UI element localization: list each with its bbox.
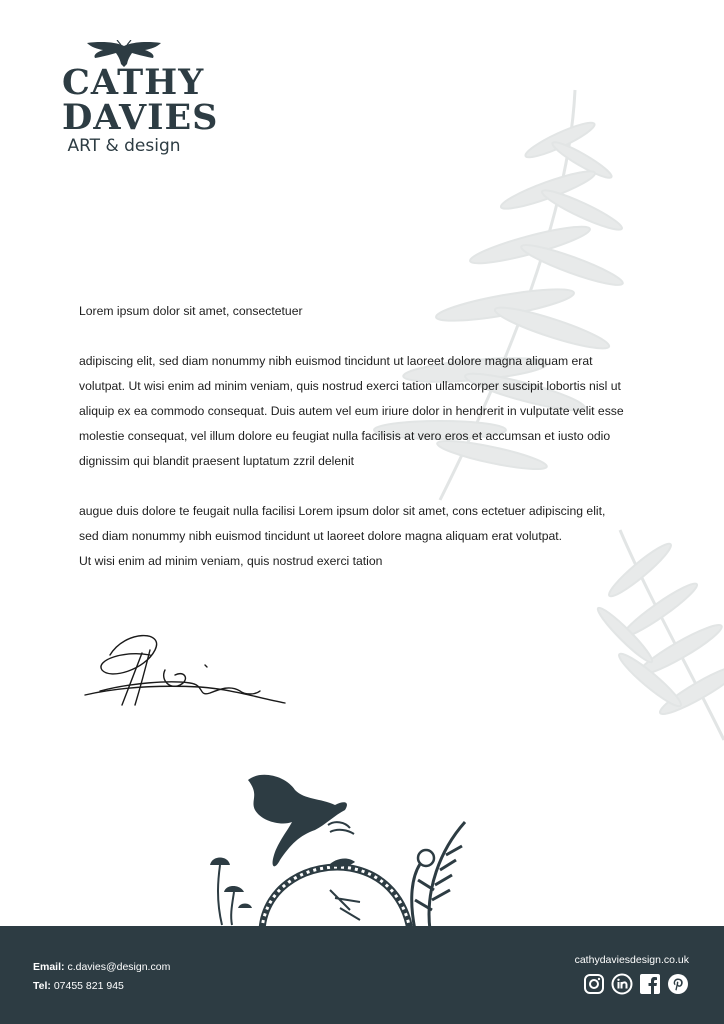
facebook-icon[interactable] [639,973,661,995]
tel-value[interactable]: 07455 821 945 [53,980,124,992]
social-icons [583,973,689,995]
paragraph-line: volutpat. Ut wisi enim ad minim veniam, quis nostrud exerci tation ullamcorper suscipit lobortis nisl ut [79,379,621,393]
paragraph-line: adipiscing elit, sed diam nonummy nibh euismod tincidunt ut laoreet dolore magna aliquam erat [79,354,593,368]
brand-name-first: CATHY [62,62,205,103]
email-label: Email: [33,961,65,973]
footer [0,926,724,1024]
signature [80,625,290,715]
paragraph-line: aliquip ex ea commodo consequat. Duis autem vel eum iriure dolor in hendrerit in vulputate velit esse [79,404,624,418]
email-link[interactable]: c.davies@design.com [67,961,171,973]
brand-name-last: DAVIES [62,97,219,138]
email-row [33,958,170,977]
paragraph-line: dignissim qui blandit praesent luptatum zzril delenit [79,454,355,468]
website-link[interactable]: cathydaviesdesign.co.uk [574,954,689,966]
paragraph-line: Ut wisi enim ad minim veniam, quis nostrud exerci tation [79,554,383,568]
tel-row [33,977,170,996]
contact-details [33,958,170,996]
instagram-icon[interactable] [583,973,605,995]
brand-tagline: ART & design [67,136,181,156]
paragraph-line: sed diam nonummy nibh euismod tincidunt ut laoreet dolore magna aliquam erat volutpat. [79,529,563,543]
paragraph-line: molestie consequat, vel illum dolore eu feugiat nulla facilisis at vero eros et accumsan et iusto odio [79,429,611,443]
nature-illustration-icon [200,770,480,930]
letter-body [79,299,659,574]
tel-label: Tel: [33,980,51,992]
brand-logo [62,40,219,156]
paragraph-line: augue duis dolore te feugait nulla facilisi Lorem ipsum dolor sit amet, cons ectetuer adipiscing elit, [79,504,606,518]
linkedin-icon[interactable] [611,973,633,995]
salutation: Lorem ipsum dolor sit amet, consectetuer [79,304,303,318]
pinterest-icon[interactable] [667,973,689,995]
